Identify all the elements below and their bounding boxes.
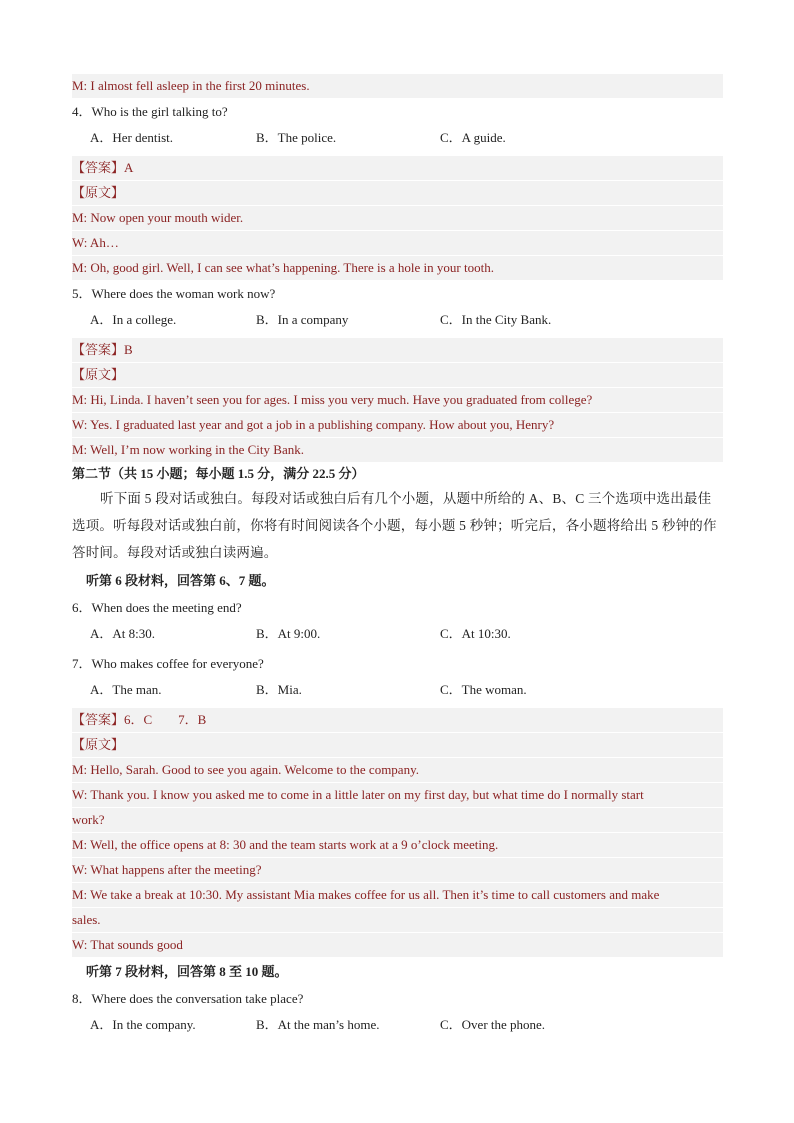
question-7: 7．Who makes coffee for everyone?	[72, 656, 264, 671]
option-b: B．At 9:00.	[256, 626, 321, 641]
transcript-line: work?	[72, 808, 723, 832]
answer-line: 【答案】A	[72, 156, 723, 180]
question-6: 6．When does the meeting end?	[72, 600, 242, 615]
question-8-options	[72, 1013, 723, 1039]
question-5-options	[72, 308, 723, 334]
original-text-label: 【原文】	[72, 363, 723, 387]
question-8: 8．Where does the conversation take place?	[72, 991, 304, 1006]
original-text-label: 【原文】	[72, 733, 723, 757]
option-b: B．The police.	[256, 130, 337, 145]
option-a: A．In the company.	[90, 1017, 196, 1032]
option-a: A．The man.	[90, 682, 162, 697]
transcript-line: sales.	[72, 908, 723, 932]
transcript-line: M: Well, I’m now working in the City Bank.	[72, 438, 723, 462]
transcript-line: W: Thank you. I know you asked me to come in a little later on my first day, but what time do I normally start	[72, 783, 723, 807]
document-page	[72, 74, 723, 1043]
question-5: 5．Where does the woman work now?	[72, 286, 276, 301]
original-text-label: 【原文】	[72, 181, 723, 205]
transcript-line: M: Hello, Sarah. Good to see you again. Welcome to the company.	[72, 758, 723, 782]
option-c: C．At 10:30.	[440, 626, 511, 641]
question-4: 4．Who is the girl talking to?	[72, 104, 228, 119]
transcript-line: M: Hi, Linda. I haven’t seen you for ages. I miss you very much. Have you graduated from college?	[72, 388, 723, 412]
question-6-options	[72, 622, 723, 648]
option-a: A．In a college.	[90, 312, 177, 327]
question-4-options	[72, 126, 723, 152]
question-7-options	[72, 678, 723, 704]
option-b: B．In a company	[256, 312, 349, 327]
transcript-line: W: What happens after the meeting?	[72, 858, 723, 882]
transcript-line: W: Yes. I graduated last year and got a job in a publishing company. How about you, Henry?	[72, 413, 723, 437]
option-b: B．At the man’s home.	[256, 1017, 380, 1032]
option-a: A．Her dentist.	[90, 130, 174, 145]
section-instructions: 听下面 5 段对话或独白。每段对话或独白后有几个小题，从题中所给的 A、B、C 三个选项中选出最佳选项。听每段对话或独白前，你将有时间阅读各个小题，每小题 5 秒钟；听完后，各小题将给出 5 秒钟的作答时间。每段对话或独白读两遍。	[72, 491, 717, 560]
transcript-line: M: Well, the office opens at 8: 30 and the team starts work at a 9 o’clock meeting.	[72, 833, 723, 857]
option-c: C．The woman.	[440, 682, 527, 697]
option-b: B．Mia.	[256, 682, 302, 697]
transcript-line: W: Ah…	[72, 231, 723, 255]
transcript-line: W: That sounds good	[72, 933, 723, 957]
transcript-line: M: Now open your mouth wider.	[72, 206, 723, 230]
transcript-line: M: I almost fell asleep in the first 20 minutes.	[72, 74, 723, 98]
material-6-heading: 听第 6 段材料，回答第 6、7 题。	[86, 573, 275, 588]
option-c: C．In the City Bank.	[440, 312, 552, 327]
answer-line: 【答案】B	[72, 338, 723, 362]
option-c: C．Over the phone.	[440, 1017, 546, 1032]
option-c: C．A guide.	[440, 130, 506, 145]
option-a: A．At 8:30.	[90, 626, 156, 641]
transcript-line: M: Oh, good girl. Well, I can see what’s happening. There is a hole in your tooth.	[72, 256, 723, 280]
answer-line: 【答案】6．C 7．B	[72, 708, 723, 732]
transcript-line: M: We take a break at 10:30. My assistant Mia makes coffee for us all. Then it’s time to call customers and make	[72, 883, 723, 907]
material-7-heading: 听第 7 段材料，回答第 8 至 10 题。	[86, 964, 288, 979]
section-title: 第二节（共 15 小题；每小题 1.5 分，满分 22.5 分）	[72, 466, 365, 481]
